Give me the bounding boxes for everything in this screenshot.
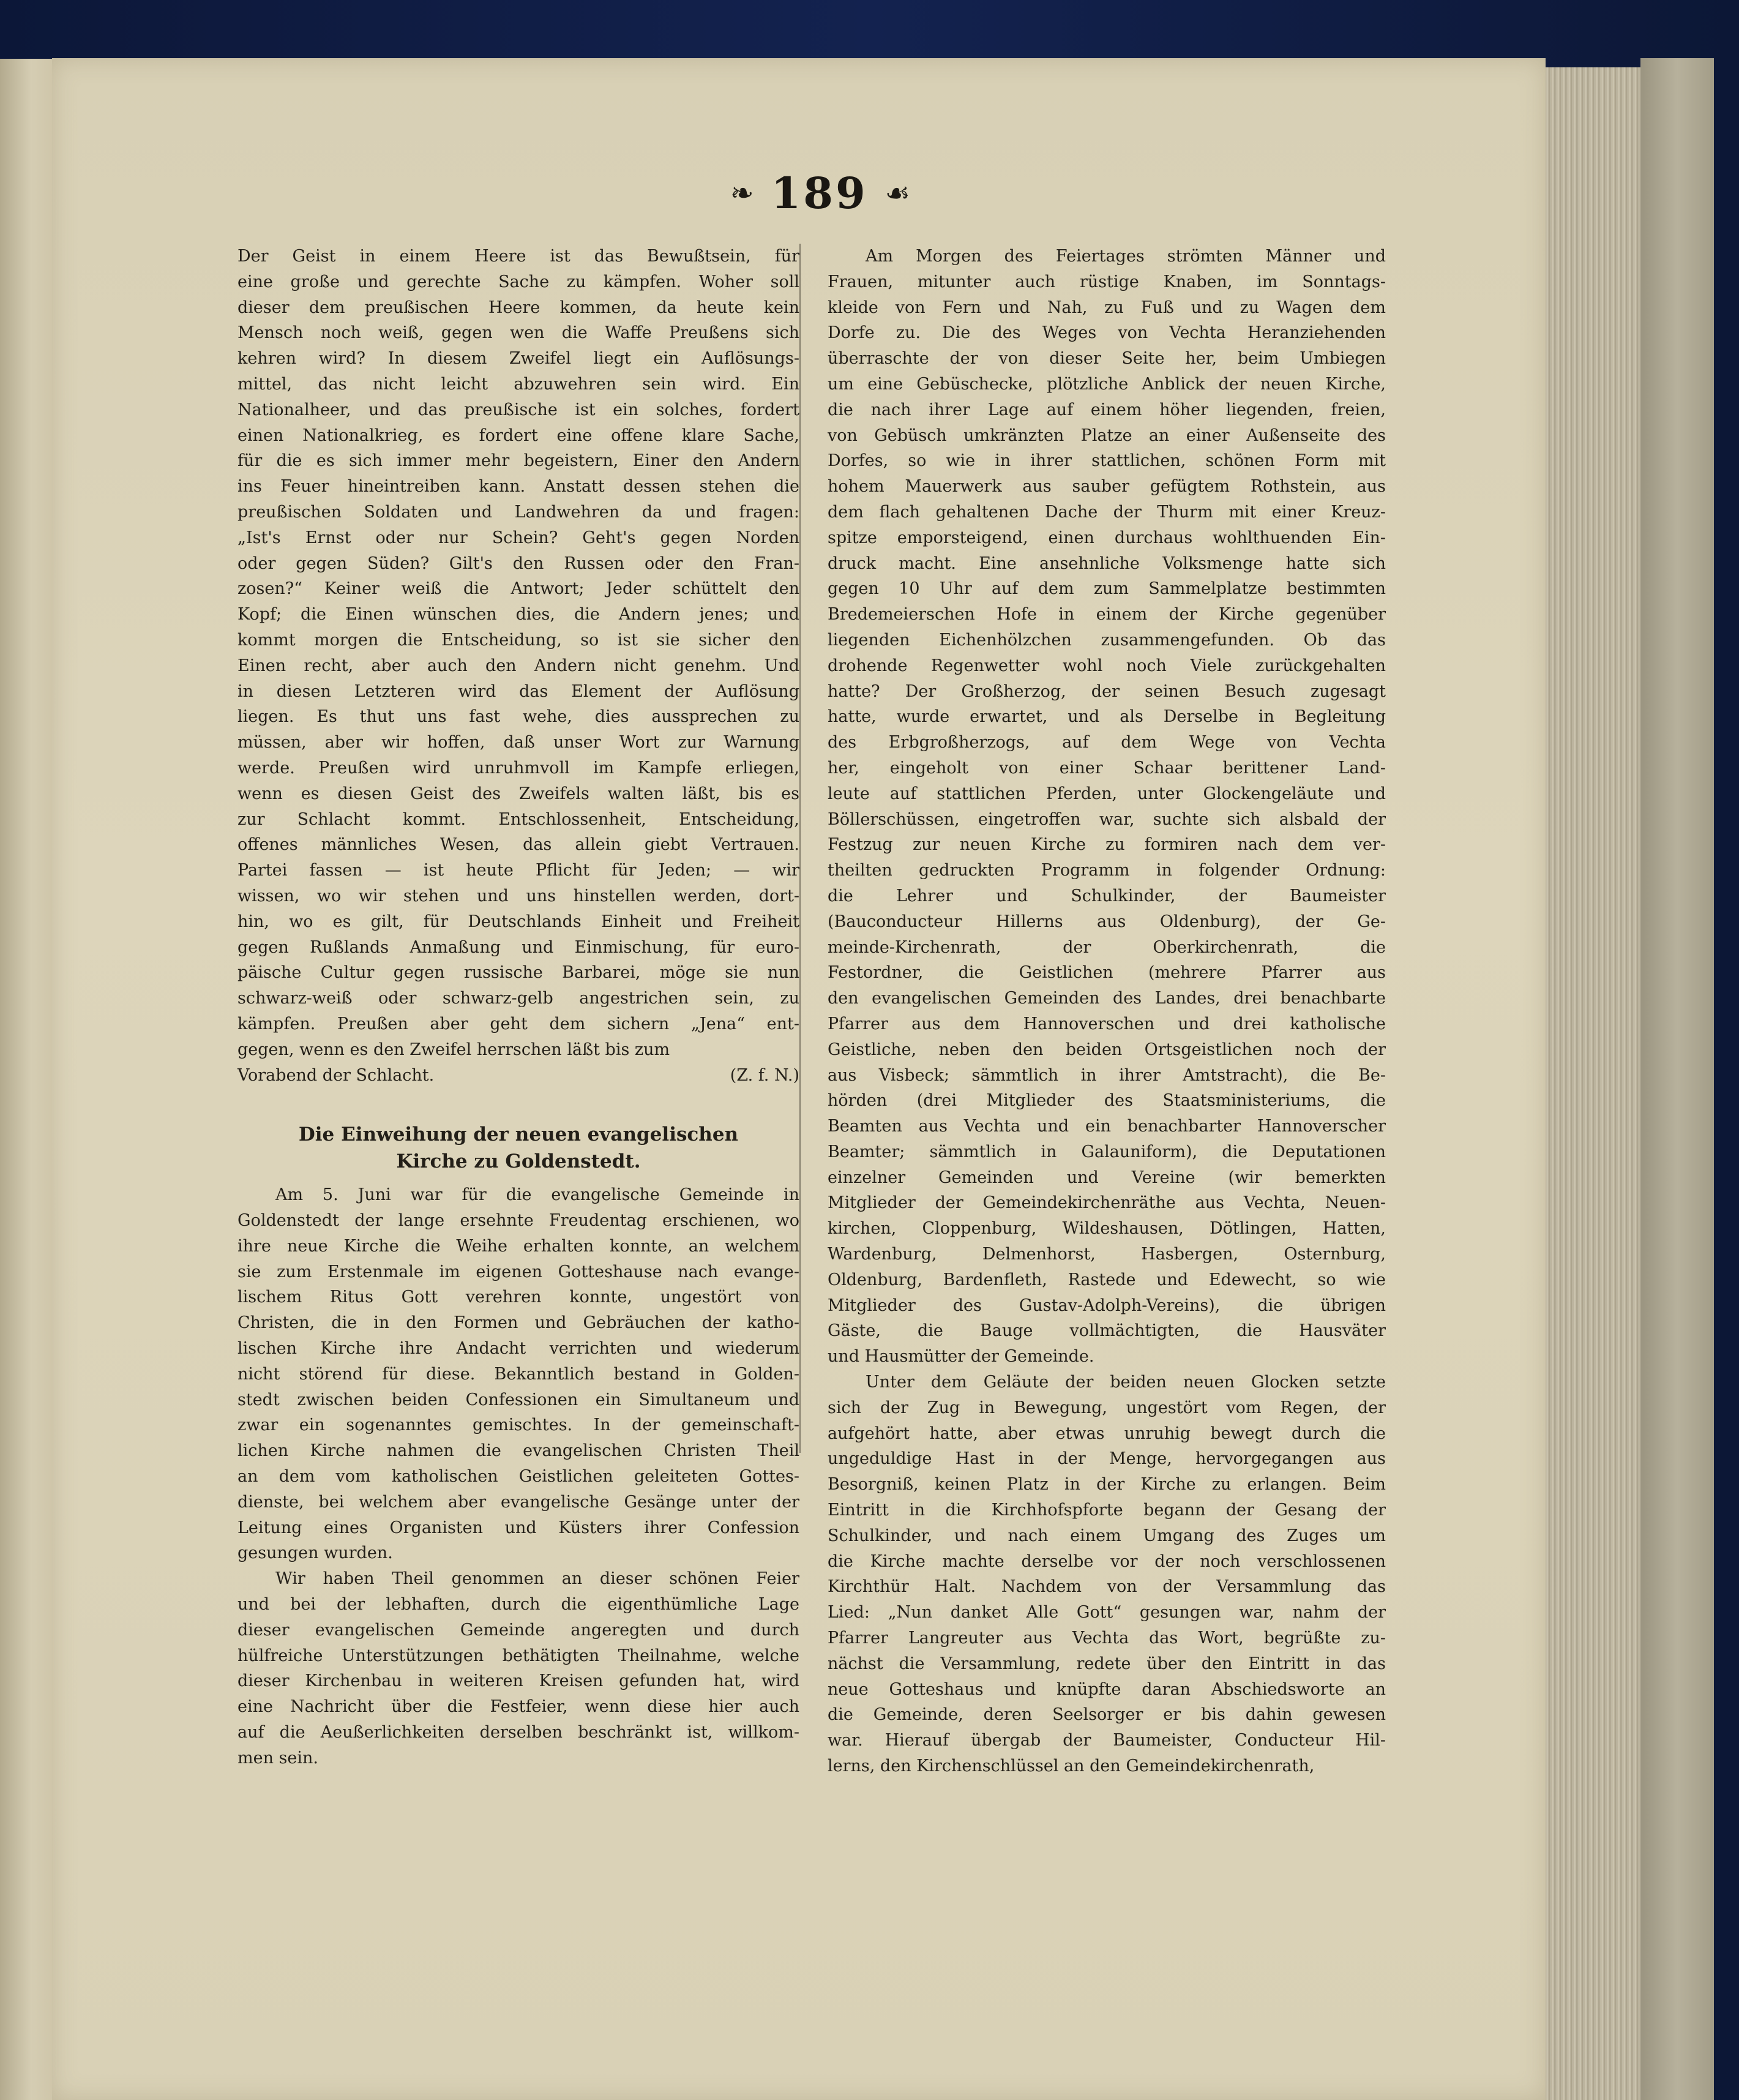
text-line: aufgehört hatte, aber etwas unruhig bewegt durch die <box>828 1423 1386 1443</box>
text-line: Geistliche, neben den beiden Ortsgeistlichen noch der <box>828 1040 1386 1059</box>
text-line: dieser evangelischen Gemeinde angeregten und durch <box>237 1620 799 1640</box>
text-line: mittel, das nicht leicht abzuwehren sein wird. Ein <box>237 374 799 394</box>
left-paragraph-3 <box>237 1566 799 1771</box>
text-line: war. Hierauf übergab der Baumeister, Conducteur Hil- <box>828 1731 1386 1750</box>
text-line: gesungen wurden. <box>237 1543 393 1563</box>
text-line: Am Morgen des Feiertages strömten Männer und <box>866 247 1386 266</box>
text-line: Besorgniß, keinen Platz in der Kirche zu erlangen. Beim <box>828 1475 1386 1494</box>
text-line: ungeduldige Hast in der Menge, hervorgegangen aus <box>828 1449 1386 1469</box>
text-line: und Hausmütter der Gemeinde. <box>828 1347 1094 1367</box>
text-line: men sein. <box>237 1748 318 1768</box>
text-line: Böllerschüssen, eingetroffen war, suchte sich alsbald der <box>828 809 1386 829</box>
text-line: dem flach gehaltenen Dache der Thurm mit einer Kreuz- <box>828 502 1386 522</box>
text-line: kommt morgen die Entscheidung, so ist sie sicher den <box>237 630 799 650</box>
text-line: Oldenburg, Bardenfleth, Rastede und Edewecht, so wie <box>828 1270 1386 1289</box>
text-line: preußischen Soldaten und Landwehren da und fragen: <box>237 502 799 522</box>
text-line: spitze emporsteigend, einen durchaus wohlthuenden Ein- <box>828 528 1386 547</box>
column-divider <box>799 244 801 1453</box>
text-line: Kopf; die Einen wünschen dies, die Andern jenes; und <box>237 605 799 624</box>
text-line: hörden (drei Mitglieder des Staatsministeriums, die <box>828 1091 1386 1111</box>
text-line: Bredemeierschen Hofe in einem der Kirche gegenüber <box>828 605 1386 624</box>
text-line: schwarz-weiß oder schwarz-gelb angestrichen sein, zu <box>237 989 799 1008</box>
text-line: neue Gotteshaus und knüpfte daran Abschiedsworte an <box>828 1679 1386 1699</box>
left-column <box>237 244 799 1771</box>
heading-line-2: Kirche zu Goldenstedt. <box>396 1150 641 1173</box>
text-line: päische Cultur gegen russische Barbarei, möge sie nun <box>237 963 799 983</box>
text-line: in diesen Letzteren wird das Element der Auflösung <box>237 681 799 701</box>
text-line: eine Nachricht über die Festfeier, wenn diese hier auch <box>237 1697 799 1717</box>
text-line: dieser dem preußischen Heere kommen, da heute kein <box>237 298 799 317</box>
text-line: Pfarrer aus dem Hannoverschen und drei katholische <box>828 1014 1386 1033</box>
text-line: liegen. Es thut uns fast wehe, dies aussprechen zu <box>237 707 799 727</box>
text-line: einzelner Gemeinden und Vereine (wir bemerkten <box>828 1168 1386 1187</box>
text-line: nächst die Versammlung, redete über den Eintritt in das <box>828 1654 1386 1673</box>
text-line: Der Geist in einem Heere ist das Bewußtsein, für <box>237 247 799 266</box>
text-line: Am 5. Juni war für die evangelische Gemeinde in <box>275 1185 799 1205</box>
text-line: gegen Rußlands Anmaßung und Einmischung, für euro- <box>237 937 799 957</box>
text-line: stedt zwischen beiden Confessionen ein Simultaneum und <box>237 1390 799 1409</box>
text-line: kirchen, Cloppenburg, Wildeshausen, Dötlingen, Hatten, <box>828 1219 1386 1239</box>
text-line: Leitung eines Organisten und Küsters ihrer Confession <box>237 1518 799 1537</box>
source-citation: (Z. f. N.) <box>730 1065 799 1085</box>
text-line: zosen?“ Keiner weiß die Antwort; Jeder schüttelt den <box>237 579 799 599</box>
text-line: ihre neue Kirche die Weihe erhalten konnte, an welchem <box>237 1236 799 1256</box>
text-line: Festzug zur neuen Kirche zu formiren nach dem ver- <box>828 835 1386 855</box>
right-column <box>828 244 1386 1779</box>
text-line: hülfreiche Unterstützungen bethätigten Theilnahme, welche <box>237 1646 799 1665</box>
closing-text: Vorabend der Schlacht. <box>237 1065 435 1085</box>
text-line: kehren wird? In diesem Zweifel liegt ein Auflösungs- <box>237 349 799 369</box>
text-line: sich der Zug in Bewegung, ungestört vom Regen, der <box>828 1398 1386 1417</box>
text-line: die Lehrer und Schulkinder, der Baumeister <box>828 886 1386 906</box>
page-stack-edges <box>1546 67 1644 2100</box>
page-number: 189 <box>771 167 868 219</box>
text-line: zur Schlacht kommt. Entschlossenheit, Entscheidung, <box>237 809 799 829</box>
text-line: lischem Ritus Gott verehren konnte, ungestört von <box>237 1288 799 1307</box>
text-line: Beamten aus Vechta und ein benachbarter Hannoverscher <box>828 1117 1386 1136</box>
ornament-right-icon: ☙ <box>884 176 910 209</box>
text-line: müssen, aber wir hoffen, daß unser Wort zur Warnung <box>237 733 799 752</box>
text-line: Festordner, die Geistlichen (mehrere Pfarrer aus <box>828 963 1386 983</box>
text-line: dieser Kirchenbau in weiteren Kreisen gefunden hat, wird <box>237 1671 799 1691</box>
text-line: überraschte der von dieser Seite her, beim Umbiegen <box>828 349 1386 369</box>
text-line: her, eingeholt von einer Schaar berittener Land- <box>828 758 1386 778</box>
text-line: nicht störend für diese. Bekanntlich bestand in Golden- <box>237 1364 799 1384</box>
text-line: des Erbgroßherzogs, auf dem Wege von Vechta <box>828 733 1386 752</box>
text-line: Mitglieder der Gemeindekirchenräthe aus Vechta, Neuen- <box>828 1193 1386 1213</box>
text-line: eine große und gerechte Sache zu kämpfen. Woher soll <box>237 272 799 291</box>
text-line: ins Feuer hineintreiben kann. Anstatt dessen stehen die <box>237 477 799 497</box>
text-line: gegen 10 Uhr auf dem zum Sammelplatze bestimmten <box>828 579 1386 599</box>
text-line: und bei der lebhaften, durch die eigenthümliche Lage <box>237 1595 799 1614</box>
text-line: Eintritt in die Kirchhofspforte begann der Gesang der <box>828 1501 1386 1520</box>
text-line: zwar ein sogenanntes gemischtes. In der gemeinschaft- <box>237 1416 799 1435</box>
article-closing-line <box>237 1063 799 1089</box>
right-paragraph-1 <box>828 244 1386 1370</box>
text-line: Beamter; sämmtlich in Galauniform), die Deputationen <box>828 1142 1386 1161</box>
text-line: kleide von Fern und Nah, zu Fuß und zu Wagen dem <box>828 298 1386 317</box>
text-line: Unter dem Geläute der beiden neuen Glocken setzte <box>866 1373 1386 1392</box>
text-line: Goldenstedt der lange ersehnte Freudentag erschienen, wo <box>237 1211 799 1231</box>
text-line: Frauen, mitunter auch rüstige Knaben, im Sonntags- <box>828 272 1386 291</box>
text-line: auf die Aeußerlichkeiten derselben beschränkt ist, willkom- <box>237 1723 799 1742</box>
text-line: meinde-Kirchenrath, der Oberkirchenrath, die <box>828 937 1386 957</box>
text-line: theilten gedruckten Programm in folgender Ordnung: <box>828 861 1386 880</box>
text-line: die nach ihrer Lage auf einem höher liegenden, freien, <box>828 400 1386 419</box>
page-header <box>692 162 949 223</box>
text-line: leute auf stattlichen Pferden, unter Glockengeläute und <box>828 784 1386 803</box>
text-line: von Gebüsch umkränzten Platze an einer Außenseite des <box>828 426 1386 445</box>
text-line: wenn es diesen Geist des Zweifels walten läßt, bis es <box>237 784 799 803</box>
text-line: hohem Mauerwerk aus sauber gefügtem Rothstein, aus <box>828 477 1386 497</box>
text-line: aus Visbeck; sämmtlich in ihrer Amtstracht), die Be- <box>828 1065 1386 1085</box>
text-line: kämpfen. Preußen aber geht dem sichern „Jena“ ent- <box>237 1014 799 1033</box>
text-line: lichen Kirche nahmen die evangelischen Christen Theil <box>237 1441 799 1461</box>
text-line: Partei fassen — ist heute Pflicht für Jeden; — wir <box>237 861 799 880</box>
text-line: werde. Preußen wird unruhmvoll im Kampfe erliegen, <box>237 758 799 778</box>
heading-line-1: Die Einweihung der neuen evangelischen <box>298 1123 739 1146</box>
text-line: den evangelischen Gemeinden des Landes, drei benachbarte <box>828 989 1386 1008</box>
text-line: Dorfes, so wie in ihrer stattlichen, schönen Form mit <box>828 451 1386 471</box>
text-line: einen Nationalkrieg, es fordert eine offene klare Sache, <box>237 426 799 445</box>
text-line: hin, wo es gilt, für Deutschlands Einheit und Freiheit <box>237 912 799 931</box>
text-line: Wir haben Theil genommen an dieser schönen Feier <box>275 1569 799 1589</box>
text-line: offenes männliches Wesen, das allein giebt Vertrauen. <box>237 835 799 855</box>
text-line: lischen Kirche ihre Andacht verrichten und wiederum <box>237 1339 799 1359</box>
text-line: Kirchthür Halt. Nachdem von der Versammlung das <box>828 1577 1386 1597</box>
text-line: (Bauconducteur Hillerns aus Oldenburg), der Ge- <box>828 912 1386 931</box>
text-line: Lied: „Nun danket Alle Gott“ gesungen war, nahm der <box>828 1603 1386 1622</box>
ornament-left-icon: ❧ <box>730 176 754 209</box>
article-heading <box>237 1121 799 1175</box>
text-line: lerns, den Kirchenschlüssel an den Gemeindekirchenrath, <box>828 1757 1315 1776</box>
text-line: für die es sich immer mehr begeistern, Einer den Andern <box>237 451 799 471</box>
text-line: hatte, wurde erwartet, und als Derselbe in Begleitung <box>828 707 1386 727</box>
text-line: „Ist's Ernst oder nur Schein? Geht's gegen Norden <box>237 528 799 547</box>
text-line: Einen recht, aber auch den Andern nicht genehm. Und <box>237 656 799 675</box>
text-line: Christen, die in den Formen und Gebräuchen der katho- <box>237 1313 799 1333</box>
book-board <box>1640 58 1714 2100</box>
text-line: Mensch noch weiß, gegen wen die Waffe Preußens sich <box>237 323 799 343</box>
text-line: an dem vom katholischen Geistlichen geleiteten Gottes- <box>237 1467 799 1487</box>
facing-page-edge <box>0 59 52 2100</box>
left-paragraph-1 <box>237 244 799 1063</box>
text-line: Gäste, die Bauge vollmächtigten, die Hausväter <box>828 1321 1386 1341</box>
text-line: gegen, wenn es den Zweifel herrschen läßt bis zum <box>237 1040 670 1059</box>
text-line: dienste, bei welchem aber evangelische Gesänge unter der <box>237 1492 799 1512</box>
text-line: Nationalheer, und das preußische ist ein solches, fordert <box>237 400 799 419</box>
text-line: Pfarrer Langreuter aus Vechta das Wort, begrüßte zu- <box>828 1629 1386 1648</box>
text-line: sie zum Erstenmale im eigenen Gotteshause nach evange- <box>237 1262 799 1281</box>
text-line: druck macht. Eine ansehnliche Volksmenge hatte sich <box>828 553 1386 573</box>
text-line: um eine Gebüschecke, plötzliche Anblick der neuen Kirche, <box>828 374 1386 394</box>
right-paragraph-2 <box>828 1370 1386 1779</box>
text-line: Mitglieder des Gustav-Adolph-Vereins), die übrigen <box>828 1296 1386 1315</box>
text-line: drohende Regenwetter wohl noch Viele zurückgehalten <box>828 656 1386 675</box>
text-line: oder gegen Süden? Gilt's den Russen oder den Fran- <box>237 553 799 573</box>
text-line: Dorfe zu. Die des Weges von Vechta Heranziehenden <box>828 323 1386 343</box>
left-paragraph-2 <box>237 1182 799 1566</box>
text-line: die Gemeinde, deren Seelsorger er bis dahin gewesen <box>828 1705 1386 1725</box>
text-line: wissen, wo wir stehen und uns hinstellen werden, dort- <box>237 886 799 906</box>
text-line: Wardenburg, Delmenhorst, Hasbergen, Osternburg, <box>828 1245 1386 1264</box>
text-line: hatte? Der Großherzog, der seinen Besuch zugesagt <box>828 681 1386 701</box>
text-line: die Kirche machte derselbe vor der noch verschlossenen <box>828 1551 1386 1571</box>
text-line: liegenden Eichenhölzchen zusammengefunden. Ob das <box>828 630 1386 650</box>
text-line: Schulkinder, und nach einem Umgang des Zuges um <box>828 1526 1386 1545</box>
